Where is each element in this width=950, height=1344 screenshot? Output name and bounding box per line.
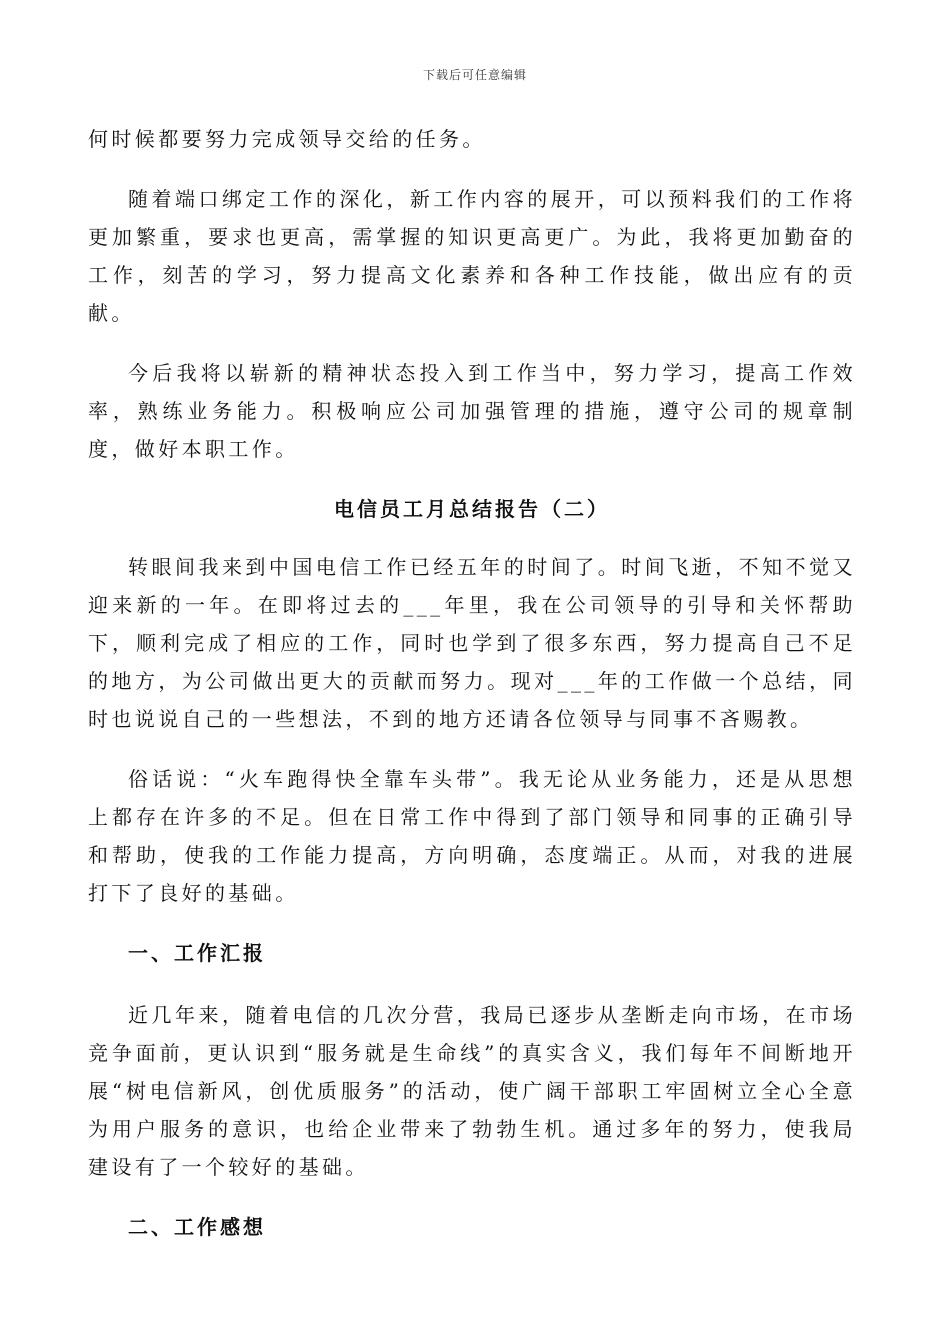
section-heading-work-report: 一、工作汇报 xyxy=(128,941,266,965)
paragraph-port-binding: 随着端口绑定工作的深化，新工作内容的展开，可以预料我们的工作将更加繁重，要求也更高，需掌握的知识更高更广。为此，我将更加勤奋的工作，刻苦的学习，努力提高文化素养和各种工作技能，做出应有的贡献。 xyxy=(88,187,856,325)
document-body xyxy=(88,120,856,1270)
paragraph-future-plan: 今后我将以崭新的精神状态投入到工作当中，努力学习，提高工作效率，熟练业务能力。积极响应公司加强管理的措施，遵守公司的规章制度，做好本职工作。 xyxy=(88,361,856,461)
paragraph-proverb: 俗话说：“火车跑得快全靠车头带”。我无论从业务能力，还是从思想上都存在许多的不足。但在日常工作中得到了部门领导和同事的正确引导和帮助，使我的工作能力提高，方向明确，态度端正。从而，对我的进展打下了良好的基础。 xyxy=(88,767,856,905)
paragraph-continuation: 何时候都要努力完成领导交给的任务。 xyxy=(88,127,486,151)
page-header: 下载后可任意编辑 xyxy=(422,68,527,82)
paragraph-intro: 转眼间我来到中国电信工作已经五年的时间了。时间飞逝，不知不觉又迎来新的一年。在即将过去的___年里，我在公司领导的引导和关怀帮助下，顺利完成了相应的工作，同时也学到了很多东西，努力提高自己不足的地方，为公司做出更大的贡献而努力。现对___年的工作做一个总结，同时也说说自己的一些想法，不到的地方还请各位领导与同事不吝赐教。 xyxy=(88,555,856,731)
section-heading-work-thoughts: 二、工作感想 xyxy=(128,1215,266,1239)
report-title: 电信员工月总结报告（二） xyxy=(334,497,610,521)
paragraph-work-report: 近几年来，随着电信的几次分营，我局已逐步从垄断走向市场，在市场竞争面前，更认识到“服务就是生命线”的真实含义，我们每年不间断地开展“树电信新风，创优质服务”的活动，使广阔干部职工牢固树立全心全意为用户服务的意识，也给企业带来了勃勃生机。通过多年的努力，使我局建设有了一个较好的基础。 xyxy=(88,1003,856,1179)
